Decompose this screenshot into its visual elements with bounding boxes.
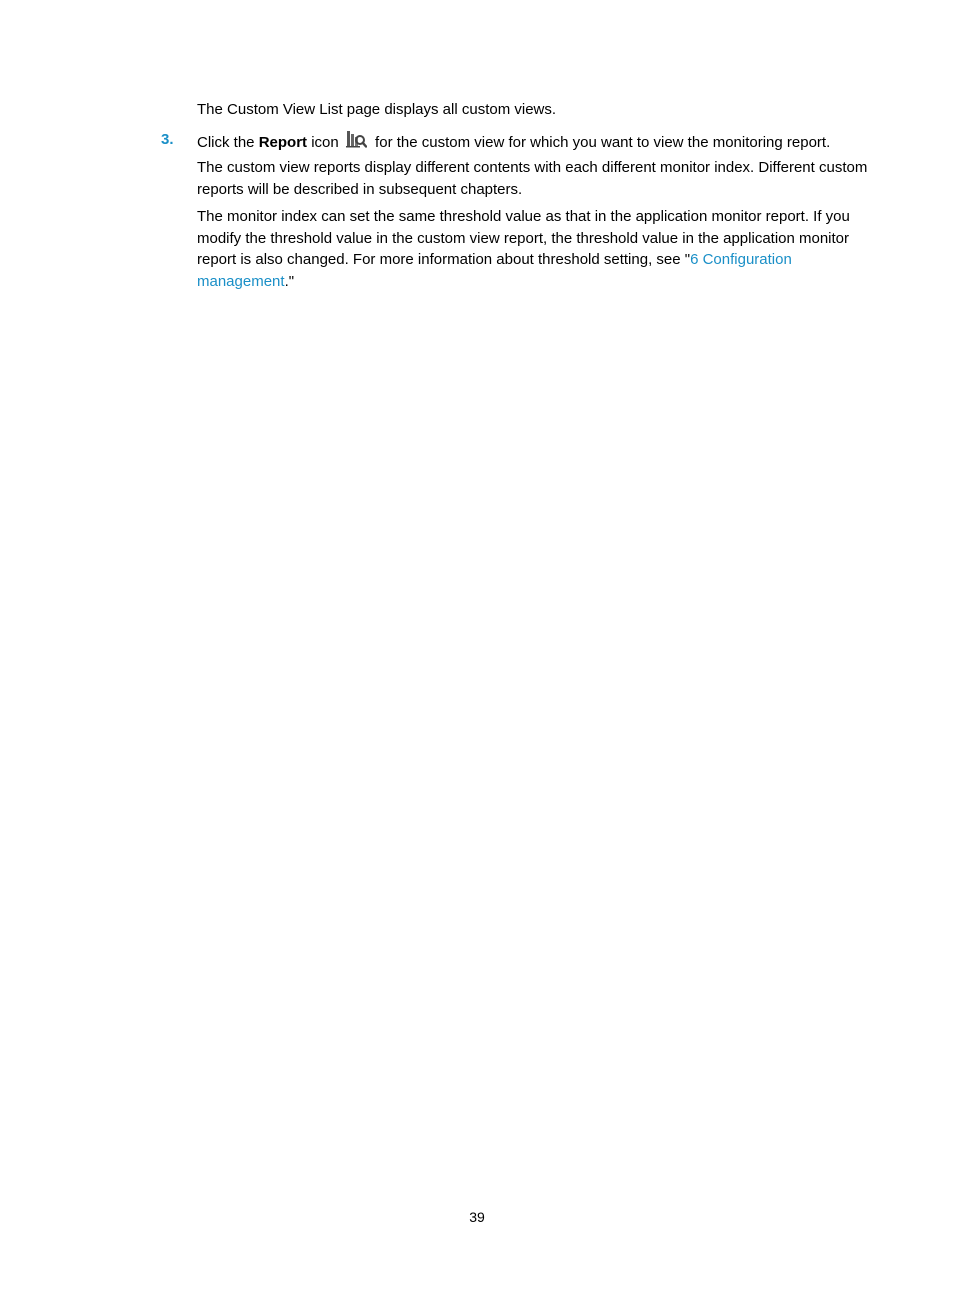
step-text bbox=[197, 129, 869, 154]
step-text-before: Click the bbox=[197, 134, 259, 151]
threshold-paragraph bbox=[197, 206, 869, 292]
custom-reports-text: The custom view reports display different contents with each different monitor index. Different custom reports will be described in subsequent chapters. bbox=[197, 159, 868, 198]
intro-paragraph bbox=[197, 99, 869, 121]
custom-reports-paragraph bbox=[197, 157, 869, 200]
intro-text: The Custom View List page displays all custom views. bbox=[197, 101, 557, 118]
step-number: 3. bbox=[161, 131, 174, 148]
report-label: Report bbox=[258, 134, 308, 151]
step-text-icon-word: icon bbox=[307, 134, 339, 151]
threshold-text-after: ." bbox=[284, 272, 295, 290]
step-text-after: for the custom view for which you want to view the monitoring report. bbox=[370, 134, 831, 151]
threshold-text-before: The monitor index can set the same threshold value as that in the application monitor report. If you modify the threshold value in the custom view report, the threshold value in the application monitor report is also changed. For more information about threshold setting, see " bbox=[197, 208, 850, 268]
report-icon bbox=[345, 129, 367, 149]
configuration-management-link[interactable]: 6 Configuration management bbox=[197, 251, 792, 290]
page-number: 39 bbox=[469, 1209, 485, 1225]
